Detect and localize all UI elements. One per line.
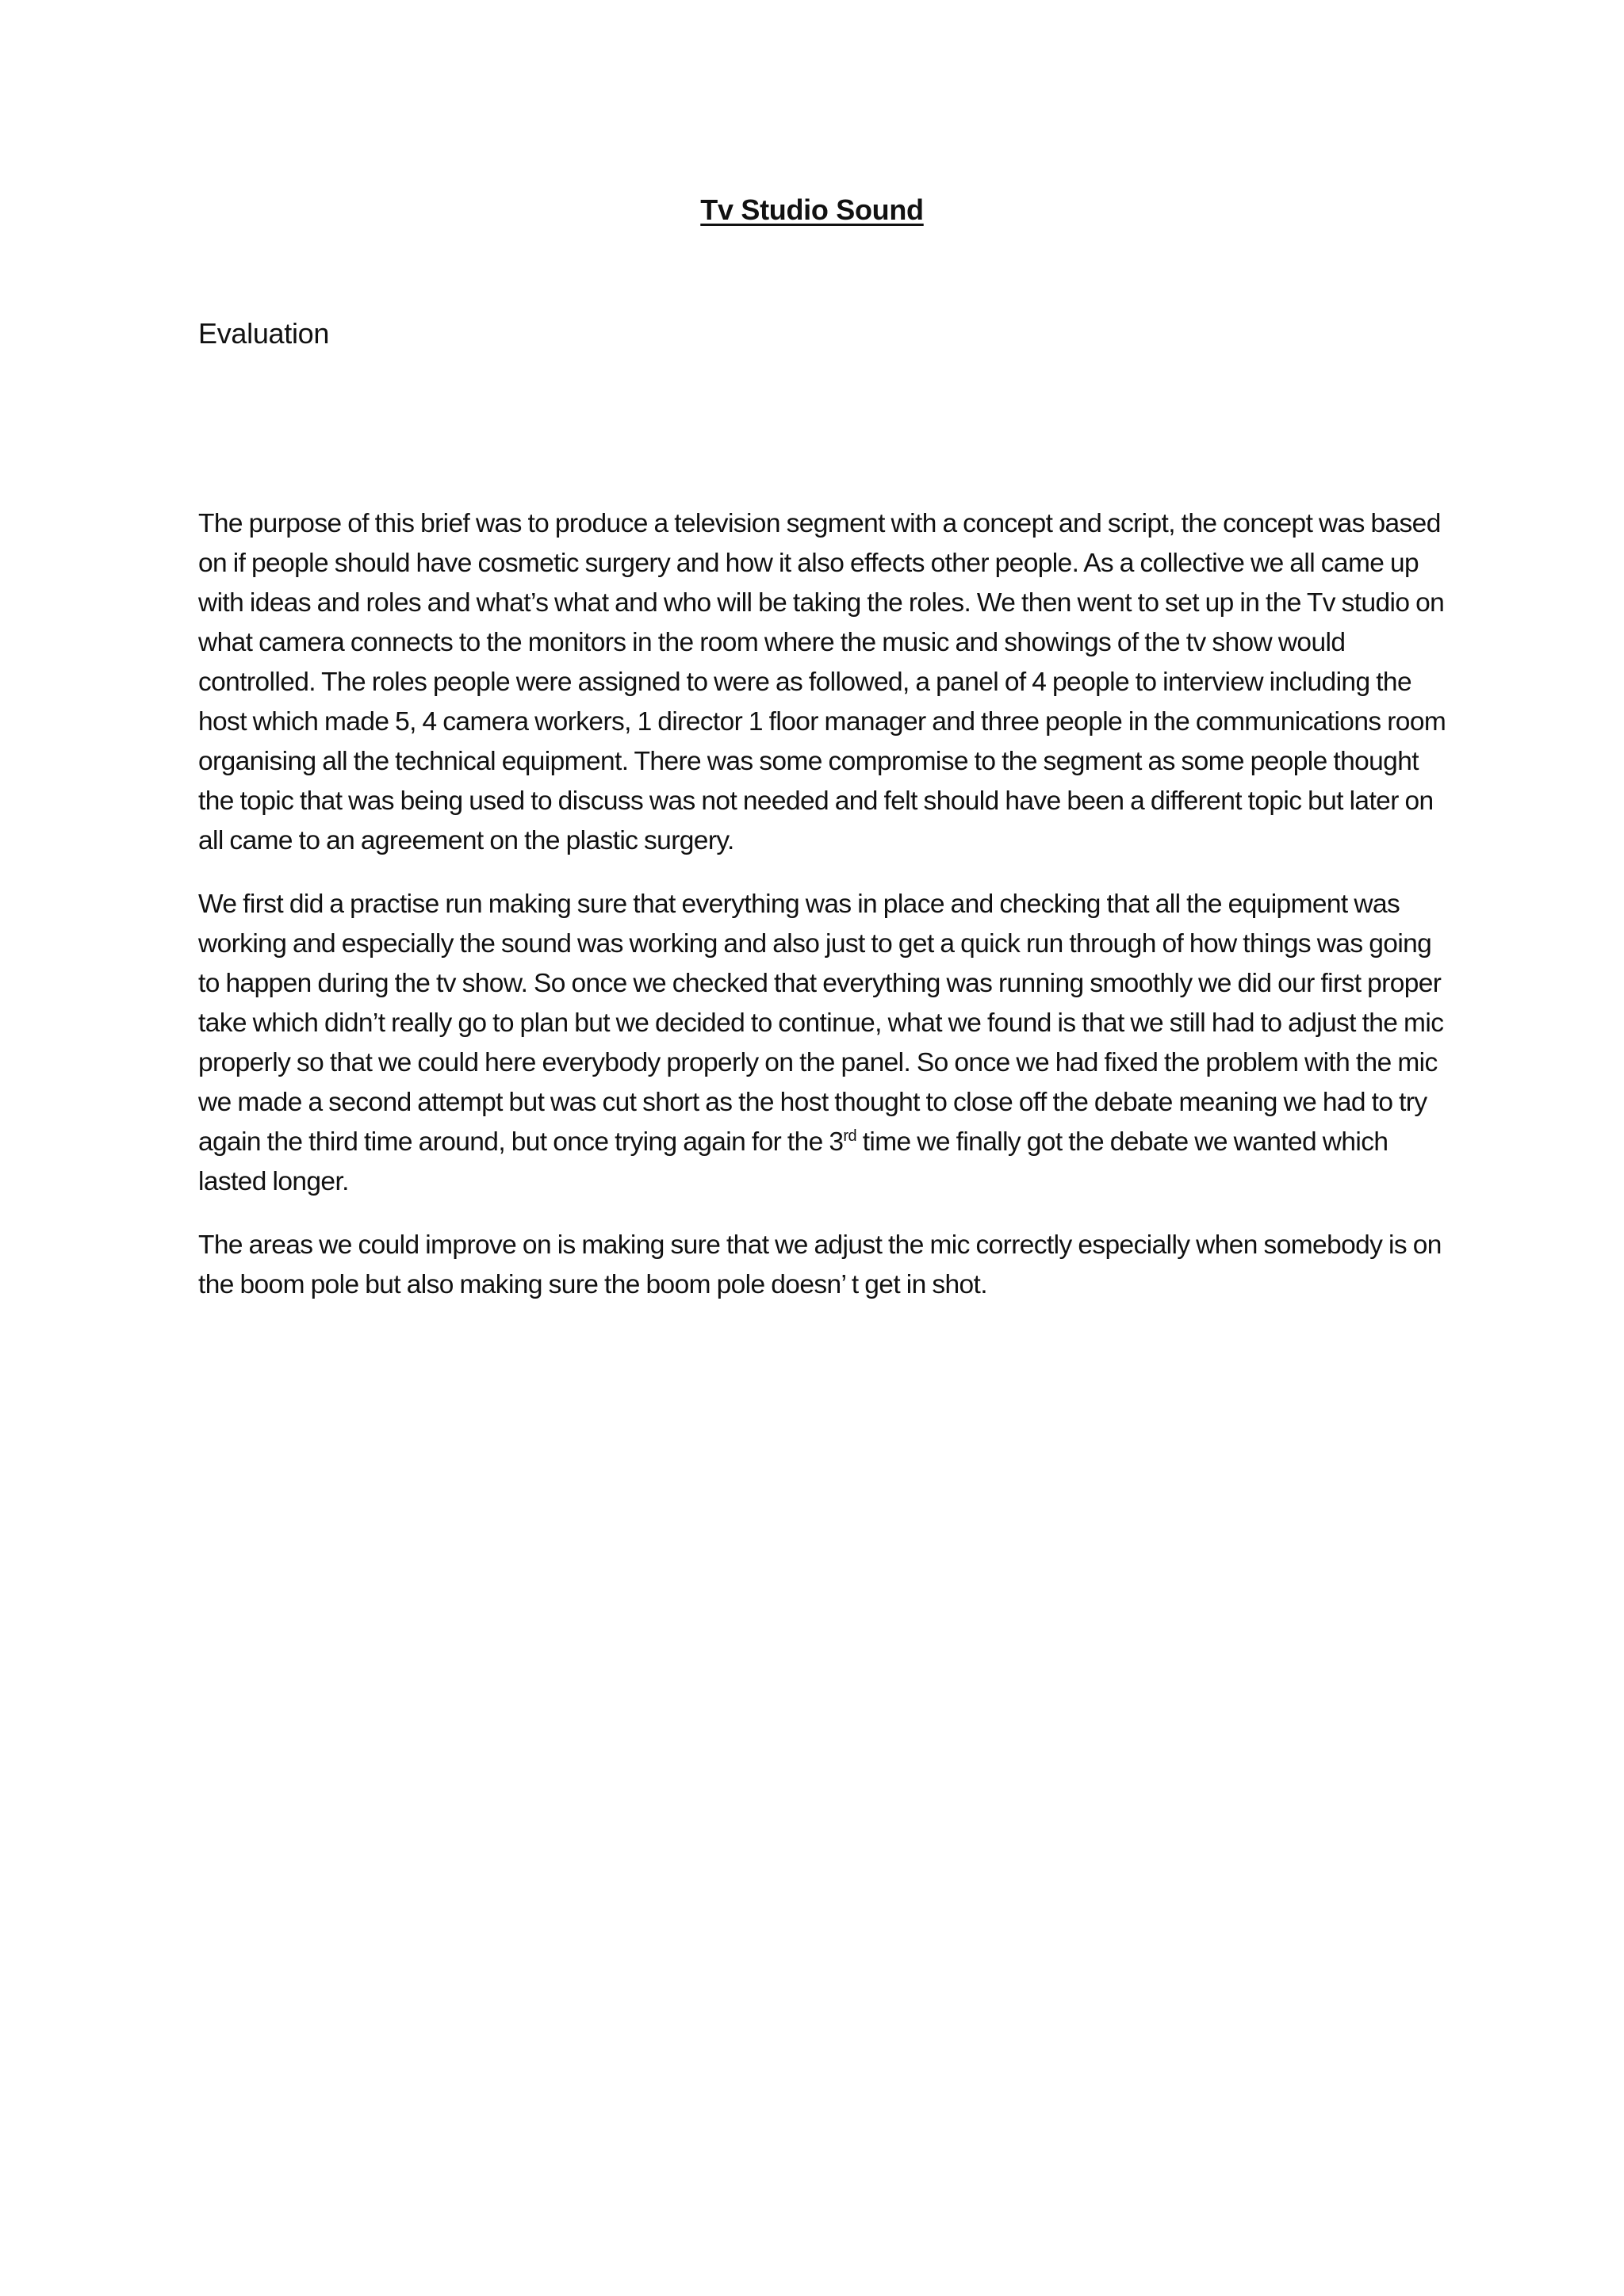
paragraph-practice-run-end: time we finally got the debate we wanted which lasted longer. — [198, 1127, 1388, 1196]
document-subtitle: Evaluation — [198, 317, 330, 350]
document-title: Tv Studio Sound — [700, 193, 924, 226]
document-body — [198, 504, 1447, 1329]
ordinal-superscript: rd — [843, 1127, 856, 1145]
paragraph-practice-run — [198, 885, 1447, 1202]
paragraph-practice-run-text: We first did a practise run making sure that everything was in place and checking that all the equipment was working and especially the sound was working and also just to get a quick run through of how things was going to happen during the tv show. So once we checked that everything was running smoothly we did our first proper take which didn’t really go to plan but we decided to continue, what we found is that we still had to adjust the mic properly so that we could here everybody properly on the panel. So once we had fixed the problem with the mic we made a second attempt but was cut short as the host thought to close off the debate meaning we had to try again the third time around, but once trying again for the 3 — [198, 890, 1444, 1157]
paragraph-purpose: The purpose of this brief was to produce a television segment with a concept and script, the concept was based on if people should have cosmetic surgery and how it also effects other people. As a collective we all came up with ideas and roles and what’s what and who will be taking the roles. We then went to set up in the Tv studio on what camera connects to the monitors in the room where the music and showings of the tv show would controlled. The roles people were assigned to were as followed, a panel of 4 people to interview including the host which made 5, 4 camera workers, 1 director 1 floor manager and three people in the communications room organising all the technical equipment. There was some compromise to the segment as some people thought the topic that was being used to discuss was not needed and felt should have been a different topic but later on all came to an agreement on the plastic surgery. — [198, 509, 1446, 855]
paragraph-improvements: The areas we could improve on is making sure that we adjust the mic correctly especially when somebody is on the boom pole but also making sure the boom pole doesn’ t get in shot. — [198, 1230, 1442, 1299]
